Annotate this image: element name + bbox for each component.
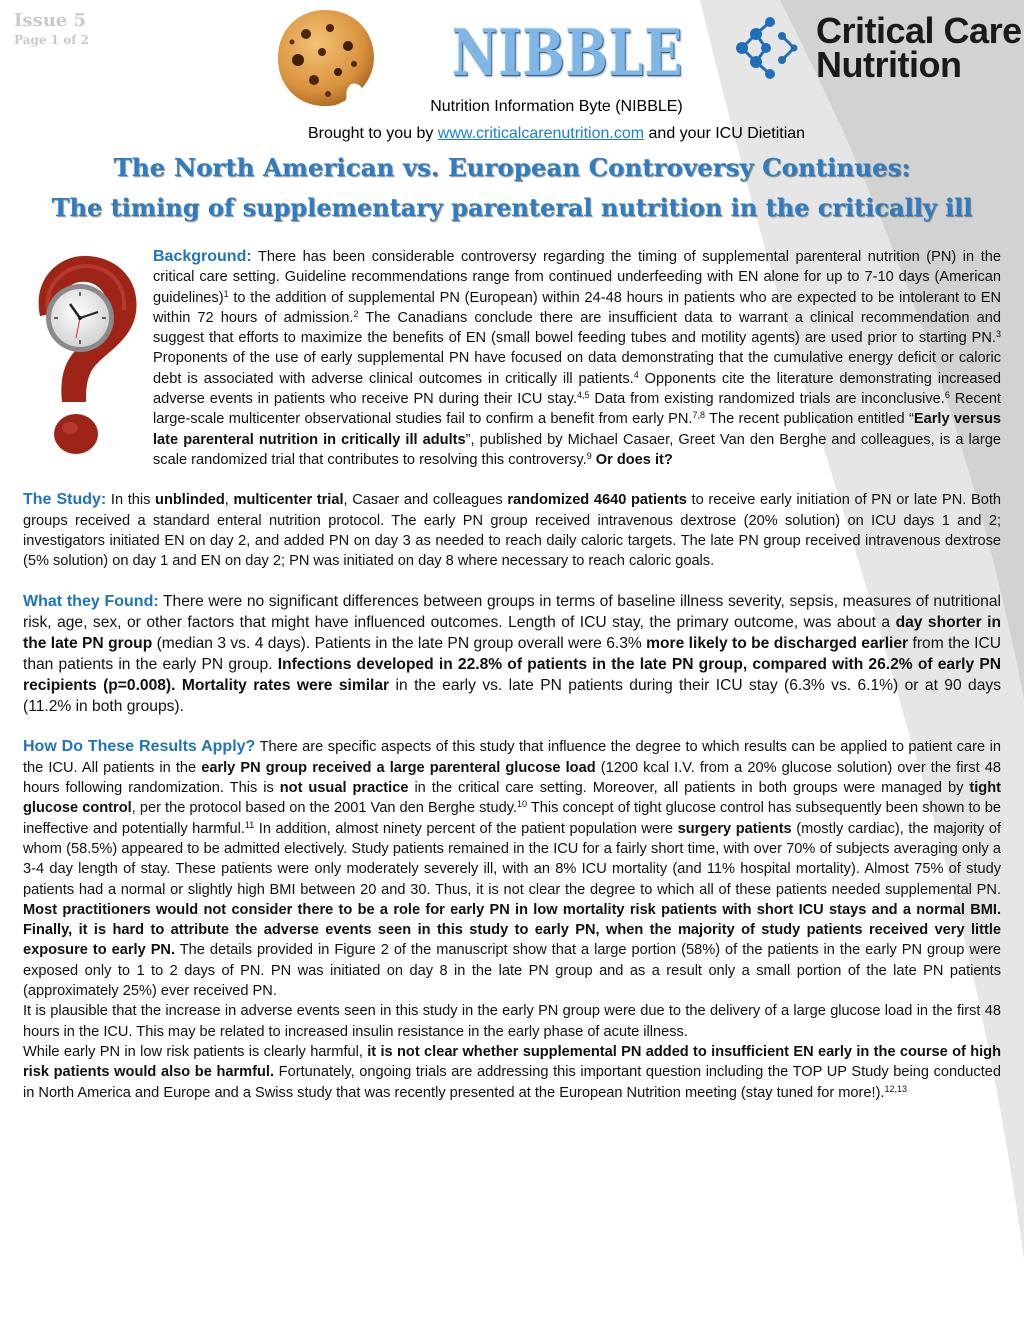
found-emphasis: day shorter in the late PN group bbox=[23, 614, 1001, 653]
apply-text: in the critical care setting. Moreover, all patients in both groups were managed by bbox=[408, 780, 970, 797]
citation: 2 bbox=[353, 308, 359, 319]
citation: 9 bbox=[586, 450, 592, 461]
citation: 4,5 bbox=[577, 390, 590, 401]
found-paragraph bbox=[23, 591, 1001, 717]
citation: 11 bbox=[244, 819, 255, 830]
found-text: There were no significant differences between groups in terms of baseline illness severity, sepsis, measures of nutritional risk, age, sex, or other factors that might have influenced outcomes. Length of ICU stay, the primary outcome, was about a bbox=[23, 593, 1001, 632]
apply-text: This concept of tight glucose control has subsequently been shown to be ineffective and potentially harmful. bbox=[23, 800, 1001, 837]
background-text: Recent large-scale multicenter observational studies fail to confirm a benefit from early PN. bbox=[153, 391, 1001, 428]
section-gap bbox=[23, 571, 1001, 591]
citation: 1 bbox=[223, 288, 229, 299]
apply-emphasis: not usual practice bbox=[279, 780, 409, 797]
brought-by-line bbox=[0, 123, 1024, 145]
study-text: , Casaer and colleagues bbox=[343, 492, 508, 509]
ccn-molecule-icon bbox=[732, 16, 804, 80]
found-text: from the ICU than patients in the early PN group. bbox=[23, 635, 1001, 674]
background-heading: Background: bbox=[153, 248, 252, 265]
background-text: Proponents of the use of early supplemental PN have focused on data demonstrating that the cumulative energy deficit or caloric debt is associated with adverse clinical outcomes in critically ill patients. bbox=[153, 350, 1001, 387]
citation: 7,8 bbox=[692, 410, 705, 421]
background-text: The Canadians conclude there are insufficient data to warrant a clinical recommendation and suggest that efforts to maximize the benefits of EN (small bowel feeding tubes and motility agents) are used prior to starting PN. bbox=[153, 309, 1001, 347]
ccn-logo bbox=[732, 10, 1022, 85]
ccn-line1: Critical Care bbox=[816, 10, 1022, 51]
found-text: in the early vs. late PN patients during their ICU stay (6.3% vs. 6.1%) or at 90 days (11.2% in both groups). bbox=[23, 677, 1001, 716]
section-gap bbox=[23, 717, 1001, 737]
study-text: to receive early initiation of PN or late PN. Both groups received a standard enteral nutrition protocol. The early PN group received intravenous dextrose (20% solution) on ICU days 1 and 2; investigators initiated EN on day 2, and added PN on day 3 as needed to reach daily caloric targets. The late PN group received intravenous dextrose (5% solution) on day 1 and EN on day 2; PN was initiated on day 8 where necessary to reach caloric goals. bbox=[23, 492, 1001, 570]
citation: 6 bbox=[944, 390, 950, 401]
apply-emphasis: early PN group received a large parenteral glucose load bbox=[201, 759, 596, 776]
nibble-logo: NIBBLE bbox=[452, 16, 684, 91]
apply-text: (mostly cardiac), the majority of whom (58.5%) appeared to be admitted electively. Study patients remained in the ICU for a fairly short time, with over 70% of subjects averaging only a 3-4 day length of stay. These patients were only moderately severely ill, with an 8% ICU mortality (and 11% hospital mortality). Almost 75% of study patients had a normal or slightly high BMI between 20 and 30. Thus, it is not clear the degree to which all of these patients needed supplemental PN. bbox=[23, 820, 1002, 898]
background-text: There has been considerable controversy regarding the timing of supplemental parenteral nutrition (PN) in the critical care setting. Guideline recommendations range from continued underfeeding with EN alone for up to 7-10 days (American guidelines) bbox=[153, 249, 1001, 306]
apply-text: While early PN in low risk patients is clearly harmful, bbox=[23, 1043, 368, 1060]
study-emphasis: unblinded bbox=[155, 492, 225, 509]
citation: 4 bbox=[633, 369, 639, 380]
found-emphasis: more likely to be discharged earlier bbox=[646, 635, 909, 653]
apply-emphasis: it is not clear whether supplemental PN added to insufficient EN early in the course of high risk patients would also be harmful. bbox=[23, 1043, 1001, 1081]
found-emphasis: Infections developed in 22.8% of patients in the late PN group, compared with 26.2% of early PN recipients (p=0.008). Mortality rates were similar bbox=[23, 656, 1001, 695]
found-text: (median 3 vs. 4 days). Patients in the late PN group overall were 6.3% bbox=[152, 635, 647, 653]
section-gap bbox=[23, 470, 1001, 490]
apply-emphasis: Most practitioners would not consider there to be a role for early PN in low mortality risk patients with short ICU stays and a normal BMI. Finally, it is hard to attribute the adverse events seen in this study to early PN, when the majority of study patients received very little exposure to early PN. bbox=[23, 901, 1001, 959]
issue-number: Issue 5 bbox=[14, 10, 87, 31]
background-question: Or does it? bbox=[595, 451, 673, 468]
study-text: , bbox=[224, 492, 234, 509]
apply-paragraph-2: It is plausible that the increase in adverse events seen in this study in the early PN group were due to the delivery of a large glucose load in the first 48 hours in the ICU. This may be related to increased insulin resistance in the early phase of acute illness. bbox=[23, 1003, 1001, 1040]
brought-prefix: Brought to you by bbox=[307, 125, 438, 142]
figure-spacer bbox=[23, 247, 153, 457]
apply-text: The details provided in Figure 2 of the manuscript show that a large portion (58%) of the patients in the early PN group were exposed only to 1 to 2 days of PN. PN was initiated on day 8 in the late PN group and as a result only a small portion of the late PN patients (approximately 25%) ever received PN. bbox=[23, 942, 1001, 1000]
background-text: ”, published by Michael Casaer, Greet Van den Berghe and colleagues, is a large scale randomized trial that contributes to resolving this controversy. bbox=[153, 431, 1001, 468]
article-title-reference: Early versus late parenteral nutrition in critically ill adults bbox=[153, 411, 1001, 448]
brought-suffix: and your ICU Dietitian bbox=[644, 125, 806, 142]
apply-text: Fortunately, ongoing trials are addressing this important question including the TOP UP Study being conducted in North America and Europe and a Swiss study that was recently presented at the European Nutrition meeting (stay tuned for more!). bbox=[23, 1064, 1001, 1101]
apply-text: , per the protocol based on the 2001 Van den Berghe study. bbox=[131, 800, 517, 817]
page-title-line1: The North American vs. European Controversy Continues: bbox=[113, 153, 911, 182]
background-text: Data from existing randomized trials are inconclusive. bbox=[589, 391, 945, 408]
background-text: Opponents cite the literature demonstrating increased adverse events in patients who receive PN during their ICU stay. bbox=[153, 370, 1001, 408]
study-text: In this bbox=[106, 492, 156, 509]
apply-text: In addition, almost ninety percent of the patient population were bbox=[254, 820, 678, 837]
background-text: The recent publication entitled “ bbox=[704, 411, 914, 428]
study-emphasis: multicenter trial bbox=[233, 492, 344, 509]
apply-emphasis: tight glucose control bbox=[23, 780, 1001, 817]
citation: 12,13 bbox=[884, 1083, 908, 1094]
apply-emphasis: surgery patients bbox=[677, 820, 792, 837]
issue-label bbox=[14, 10, 89, 47]
study-paragraph bbox=[23, 490, 1001, 571]
page-indicator: Page 1 of 2 bbox=[14, 33, 89, 47]
background-text: to the addition of supplemental PN (European) within 24-48 hours in patients who are expected to be intolerant to EN within 72 hours of admission. bbox=[153, 289, 1001, 326]
website-link[interactable]: www.criticalcarenutrition.com bbox=[437, 125, 645, 142]
page-title-line2: The timing of supplementary parenteral nutrition in the critically ill bbox=[51, 193, 973, 222]
nibble-subtitle: Nutrition Information Byte (NIBBLE) bbox=[430, 98, 683, 115]
apply-paragraph bbox=[23, 737, 1001, 1001]
background-paragraph bbox=[23, 247, 1001, 470]
citation: 3 bbox=[995, 329, 1001, 340]
study-emphasis: randomized 4640 patients bbox=[507, 492, 687, 509]
article-body bbox=[23, 247, 1001, 1103]
found-heading: What they Found: bbox=[23, 593, 159, 611]
citation: 10 bbox=[516, 799, 527, 810]
ccn-wordmark bbox=[816, 10, 1022, 85]
apply-text: There are specific aspects of this study that influence the degree to which results can be applied to patient care in the ICU. All patients in the bbox=[23, 739, 1001, 776]
apply-paragraph-3 bbox=[23, 1042, 1001, 1103]
study-heading: The Study: bbox=[23, 491, 107, 509]
apply-text: (1200 kcal I.V. from a 20% glucose solution) over the first 48 hours following randomization. This is bbox=[23, 759, 1001, 797]
apply-heading: How Do These Results Apply? bbox=[23, 738, 256, 756]
ccn-line2: Nutrition bbox=[816, 44, 962, 85]
